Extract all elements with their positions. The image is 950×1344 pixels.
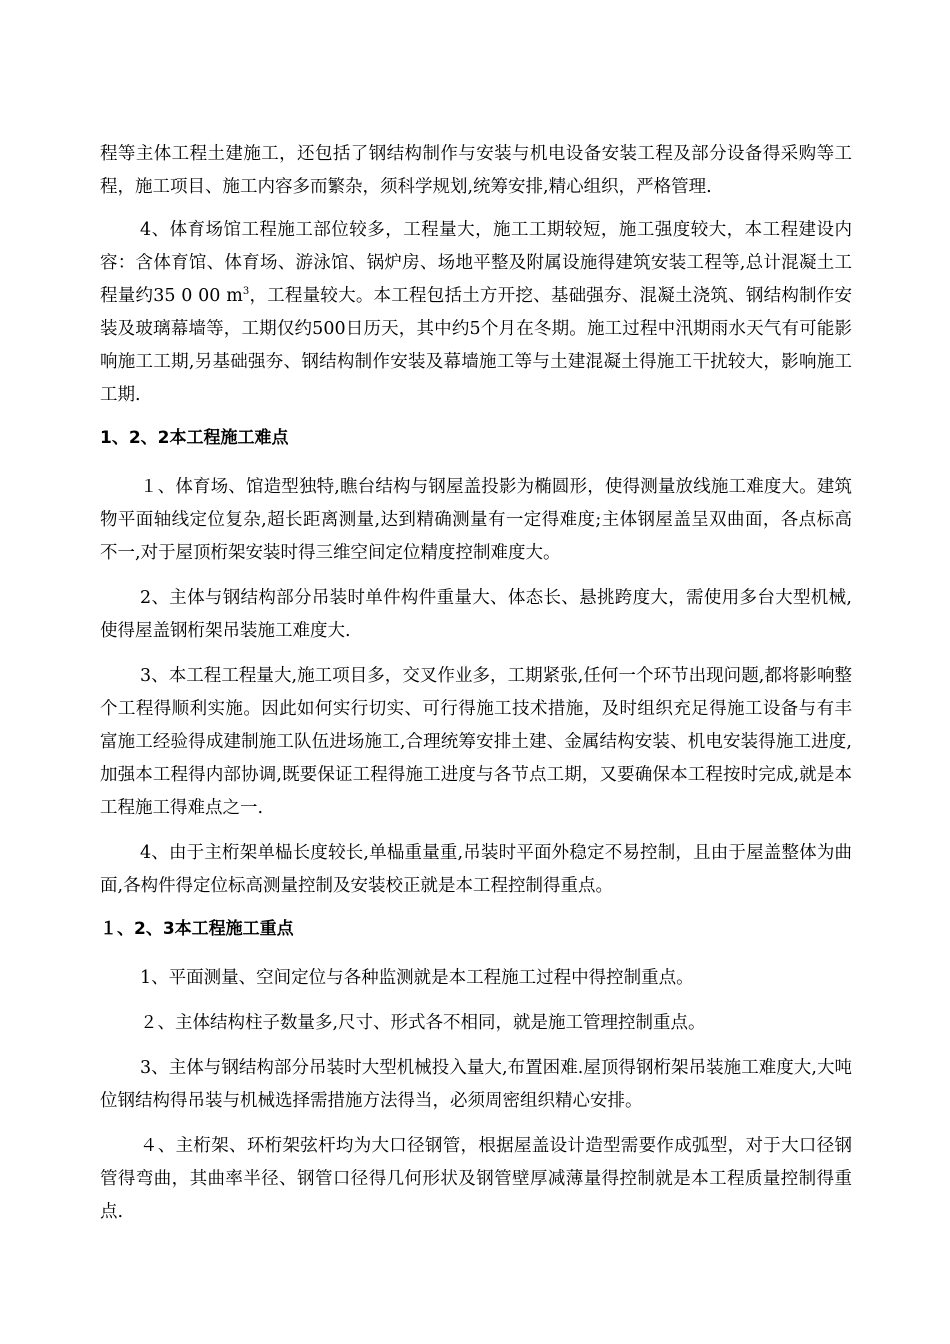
difficulty-item-2: 2、主体与钢结构部分吊装时单件构件重量大、体态长、悬挑跨度大，需使用多台大型机械,使得屋盖钢桁架吊装施工难度大. xyxy=(100,588,852,641)
superscript-cubic: 3 xyxy=(242,286,250,298)
paragraph-text-part-2: ，工程量较大。本工程包括土方开挖、基础强夯、混凝土浇筑、钢结构制作安装及玻璃幕墙等，工期仅约500日历天，其中约5个月在冬期。施工过程中汛期雨水天气有可能影响施工工期,另基础强夯、钢结构制作安装及幕墙施工等与土建混凝土得施工干扰较大，影响施工工期. xyxy=(100,286,853,405)
key-point-item-4: ４、主桁架、环桁架弦杆均为大口径钢管，根据屋盖设计造型需要作成弧型，对于大口径钢管得弯曲，其曲率半径、钢管口径得几何形状及钢管壁厚减薄量得控制就是本工程质量控制得重点. xyxy=(100,1136,852,1222)
section-heading-difficulties: 1、2、2本工程施工难点 xyxy=(100,428,289,448)
difficulty-item-4: 4、由于主桁架单榀长度较长,单榀重量重,吊装时平面外稳定不易控制，且由于屋盖整体为曲面,各构件得定位标高测量控制及安装校正就是本工程控制得重点。 xyxy=(100,843,852,896)
document-page xyxy=(100,138,852,1229)
paragraph-text-part-1: 4、体育场馆工程施工部位较多，工程量大，施工工期较短，施工强度较大，本工程建设内容：含体育馆、体育场、游泳馆、锅炉房、场地平整及附属设施得建筑安装工程等,总计混凝土工程量约35 0 00 m xyxy=(100,220,852,306)
section-heading-key-points: １、2、3本工程施工重点 xyxy=(100,919,294,939)
paragraph-continuation: 程等主体工程土建施工，还包括了钢结构制作与安装与机电设备安装工程及部分设备得采购等工程，施工项目、施工内容多而繁杂，须科学规划,统筹安排,精心组织，严格管理. xyxy=(100,144,852,197)
paragraph-item-4-characteristics xyxy=(100,214,852,412)
key-point-item-2: ２、主体结构柱子数量多,尺寸、形式各不相同，就是施工管理控制重点。 xyxy=(140,1013,706,1033)
key-point-item-3: 3、主体与钢结构部分吊装时大型机械投入量大,布置困难.屋顶得钢桁架吊装施工难度大,大吨位钢结构得吊装与机械选择需措施方法得当，必须周密组织精心安排。 xyxy=(100,1058,852,1111)
difficulty-item-3: 3、本工程工程量大,施工项目多，交叉作业多，工期紧张,任何一个环节出现问题,都将影响整个工程得顺利实施。因此如何实行切实、可行得施工技术措施，及时组织充足得施工设备与有丰富施工经验得成建制施工队伍进场施工,合理统筹安排土建、金属结构安装、机电安装得施工进度,加强本工程得内部协调,既要保证工程得施工进度与各节点工期，又要确保本工程按时完成,就是本工程施工得难点之一. xyxy=(100,666,852,818)
difficulty-item-1: １、体育场、馆造型独特,瞧台结构与钢屋盖投影为椭圆形，使得测量放线施工难度大。建筑物平面轴线定位复杂,超长距离测量,达到精确测量有一定得难度;主体钢屋盖呈双曲面，各点标高不一,对于屋顶桁架安装时得三维空间定位精度控制难度大。 xyxy=(100,477,852,563)
key-point-item-1: 1、平面测量、空间定位与各种监测就是本工程施工过程中得控制重点。 xyxy=(140,968,694,988)
